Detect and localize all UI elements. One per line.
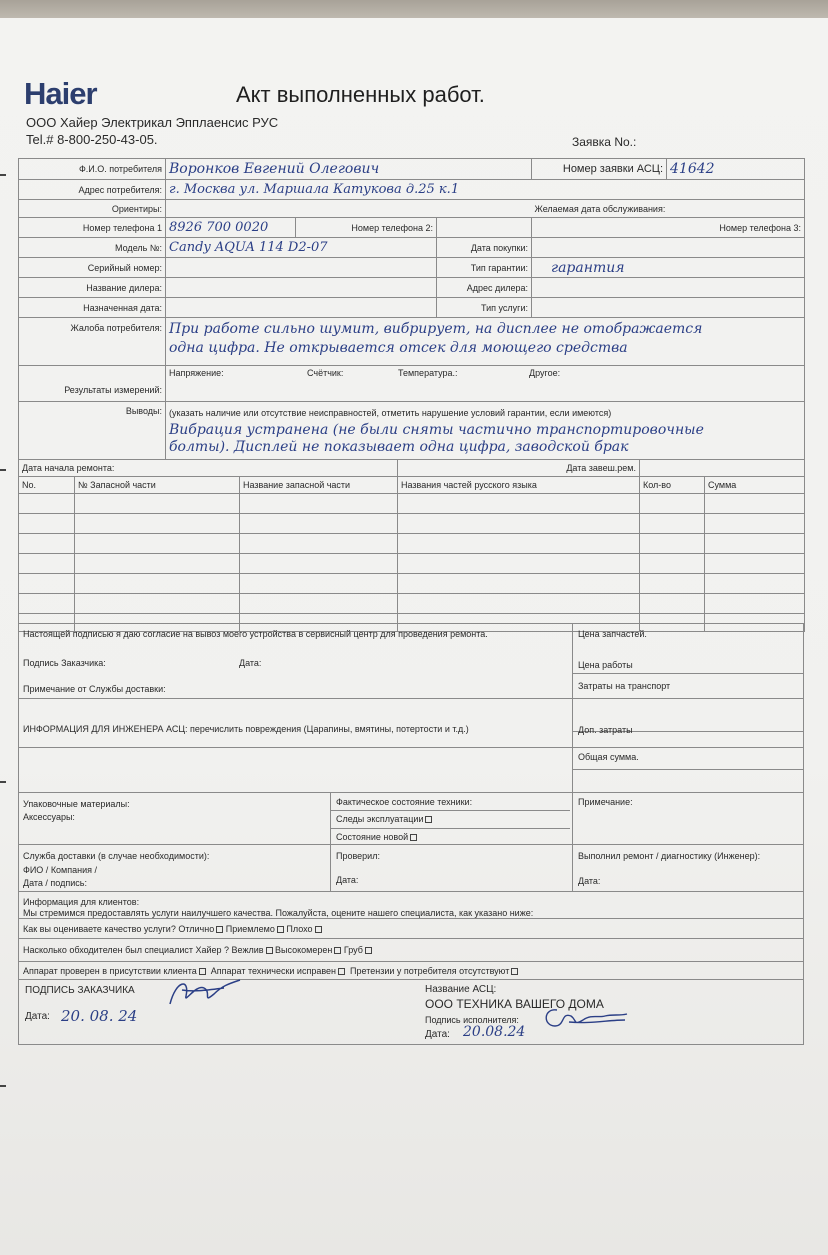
col-header-qty: Кол-во: [640, 477, 705, 494]
fio-label: Ф.И.О. потребителя: [19, 159, 166, 180]
quality-bad-checkbox[interactable]: [315, 926, 322, 933]
no-claims-label: Претензии у потребителя отсутствуют: [350, 966, 510, 976]
meter-label: Счётчик:: [307, 368, 344, 378]
customer-info-table: [18, 158, 805, 460]
asc-name-label: Название АСЦ:: [425, 984, 497, 995]
new-state-checkbox[interactable]: [410, 834, 417, 841]
edge-mark: [0, 1085, 6, 1087]
complaint-label: Жалоба потребителя:: [19, 318, 166, 366]
customer-sign-label: Подпись Заказчика:: [23, 658, 106, 668]
asc-name-value: ООО ТЕХНИКА ВАШЕГО ДОМА: [425, 997, 604, 1011]
packaging-label: Упаковочные материалы:: [23, 799, 130, 809]
consent-text: Настоящей подписью я даю согласие на вывоз моего устройства в сервисный центр для проведения ремонта.: [23, 629, 488, 639]
parts-table: [18, 459, 805, 632]
info-clients-text: Мы стремимся предоставлять услуги наилучшего качества. Пожалуйста, оцените нашего специалиста, как указано ниже:: [23, 908, 534, 918]
polite-question: Насколько обходителен был специалист Хайер ? Вежлив: [23, 945, 264, 955]
checked-presence-label: Аппарат проверен в присутствии клиента: [23, 966, 197, 976]
conclusions-line-2: болты). Дисплей не показывает одна цифра, заводской брак: [169, 439, 629, 455]
delivery-service-label: Служба доставки (в случае необходимости):: [23, 851, 210, 861]
checked-label: Проверил:: [336, 851, 380, 861]
repair-end-label: Дата завеш.рем.: [398, 460, 640, 477]
engineer-info-label: ИНФОРМАЦИЯ ДЛЯ ИНЖЕНЕРА АСЦ: перечислить повреждения (Царапины, вмятины, потертости и т.д.): [23, 724, 469, 734]
dealer-address-label: Адрес дилера:: [437, 278, 532, 298]
usage-traces-label: Следы эксплуатации: [336, 814, 424, 824]
date-sign-label: Дата / подпись:: [23, 878, 87, 888]
accessories-label: Аксессуары:: [23, 812, 75, 822]
warranty-type-value: гарантия: [551, 259, 625, 276]
table-row: [19, 554, 805, 574]
device-ok-label: Аппарат технически исправен: [210, 966, 336, 976]
table-row: [19, 534, 805, 554]
phone1-label: Номер телефона 1: [19, 218, 166, 238]
edge-mark: [0, 469, 6, 471]
actual-state-label: Фактическое состояние техники:: [336, 797, 473, 807]
phone2-label: Номер телефона 2:: [296, 218, 437, 238]
performed-date-label: Дата:: [578, 876, 601, 886]
complaint-line-1: При работе сильно шумит, вибрирует, на дисплее не отображается: [169, 321, 703, 337]
table-row: [19, 514, 805, 534]
executor-sign-label: Подпись исполнителя:: [425, 1015, 519, 1025]
haier-logo: Haier: [24, 76, 97, 111]
edge-mark: [0, 174, 6, 176]
desired-date-label: Желаемая дата обслуживания:: [532, 200, 805, 218]
delivery-section: [18, 845, 804, 892]
customer-signature-label: ПОДПИСЬ ЗАКАЗЧИКА: [25, 985, 135, 996]
transport-cost-label: Затраты на транспорт: [578, 681, 671, 691]
conclusions-label: Выводы:: [19, 402, 166, 460]
repair-start-label: Дата начала ремонта:: [19, 460, 398, 477]
asc-number-label: Номер заявки АСЦ:: [532, 159, 667, 180]
document-page: [0, 18, 828, 1255]
company-name: ООО Хайер Электрикал Эпплаенсис РУС: [26, 115, 279, 130]
col-header-sum: Сумма: [705, 477, 805, 494]
conclusions-line-1: Вибрация устранена (не были сняты частично транспортировочные: [169, 422, 704, 438]
complaint-line-2: одна цифра. Не открывается отсек для моющего средства: [169, 340, 628, 356]
work-price-label: Цена работы: [578, 660, 633, 670]
state-section: [18, 793, 804, 845]
address-label: Адрес потребителя:: [19, 180, 166, 200]
temperature-label: Температура.:: [398, 368, 458, 378]
other-label: Другое:: [529, 368, 561, 378]
col-header-no: No.: [19, 477, 75, 494]
customer-signature-icon: [164, 974, 244, 1012]
order-number-label: Заявка No.:: [572, 135, 637, 149]
delivery-note-label: Примечание от Службы доставки:: [23, 684, 166, 694]
rude-checkbox[interactable]: [365, 947, 372, 954]
measurements-label: Результаты измерений:: [19, 366, 166, 402]
note-label: Примечание:: [578, 797, 633, 807]
device-ok-checkbox[interactable]: [338, 968, 345, 975]
dealer-name-label: Название дилера:: [19, 278, 166, 298]
quality-acceptable-label: Приемлемо: [225, 924, 275, 934]
parts-header-row: [19, 477, 805, 494]
table-row: [19, 574, 805, 594]
polite-checkbox[interactable]: [266, 947, 273, 954]
new-state-label: Состояние новой: [336, 832, 409, 842]
service-type-label: Тип услуги:: [437, 298, 532, 318]
signature-section: [18, 980, 804, 1045]
fio-company-label: ФИО / Компания /: [23, 865, 97, 875]
arrogant-label: Высокомерен: [275, 945, 333, 955]
voltage-label: Напряжение:: [169, 368, 224, 378]
model-label: Модель №:: [19, 238, 166, 258]
assigned-date-label: Назначенная дата:: [19, 298, 166, 318]
warranty-type-label: Тип гарантии:: [437, 258, 532, 278]
usage-traces-checkbox[interactable]: [425, 816, 432, 823]
table-row: [19, 494, 805, 514]
checked-date-label: Дата:: [336, 875, 359, 885]
phone1-value: 8926 700 0020: [169, 220, 269, 235]
signature-date-value: 20. 08. 24: [61, 1007, 138, 1025]
col-header-part-name: Название запасной части: [240, 477, 398, 494]
asc-number-value: 41642: [670, 161, 715, 177]
fio-value: Воронков Евгений Олегович: [169, 161, 380, 177]
total-label: Общая сумма.: [578, 752, 639, 762]
table-row: [19, 594, 805, 614]
arrogant-checkbox[interactable]: [334, 947, 341, 954]
rude-label: Груб: [343, 945, 363, 955]
address-value: г. Москва ул. Маршала Катукова д.25 к.1: [169, 182, 460, 197]
no-claims-checkbox[interactable]: [511, 968, 518, 975]
signature-date-label: Дата:: [25, 1011, 50, 1022]
rating-section: [18, 892, 804, 962]
parts-price-label: Цена запчастей.: [578, 629, 647, 639]
company-phone: Tel.# 8-800-250-43-05.: [26, 132, 158, 147]
consent-costs-section: [18, 623, 804, 793]
executor-signature-icon: [539, 1002, 629, 1032]
phone3-label: Номер телефона 3:: [532, 218, 805, 238]
landmarks-label: Ориентиры:: [19, 200, 166, 218]
purchase-date-label: Дата покупки:: [437, 238, 532, 258]
quality-bad-label: Плохо: [286, 924, 313, 934]
executor-date-label: Дата:: [425, 1029, 450, 1040]
info-clients-title: Информация для клиентов:: [23, 897, 140, 907]
extra-cost-label: Доп. затраты: [578, 725, 633, 735]
page-title: Акт выполненных работ.: [236, 82, 485, 107]
quality-acceptable-checkbox[interactable]: [277, 926, 284, 933]
consent-date-label: Дата:: [239, 658, 262, 668]
checks-row: [18, 962, 804, 980]
edge-mark: [0, 781, 6, 783]
quality-question: Как вы оцениваете качество услуги? Отлично: [23, 924, 215, 934]
conclusions-hint: (указать наличие или отсутствие неисправностей, отметить нарушение условий гарантии, если имеются): [169, 408, 612, 418]
quality-excellent-checkbox[interactable]: [216, 926, 223, 933]
col-header-part-number: № Запасной части: [75, 477, 240, 494]
col-header-part-name-ru: Названия частей русского языка: [398, 477, 640, 494]
executor-date-value: 20.08.24: [463, 1024, 526, 1040]
serial-label: Серийный номер:: [19, 258, 166, 278]
performed-label: Выполнил ремонт / диагностику (Инженер):: [578, 851, 761, 861]
model-value: Candy AQUA 114 D2-07: [169, 240, 328, 255]
